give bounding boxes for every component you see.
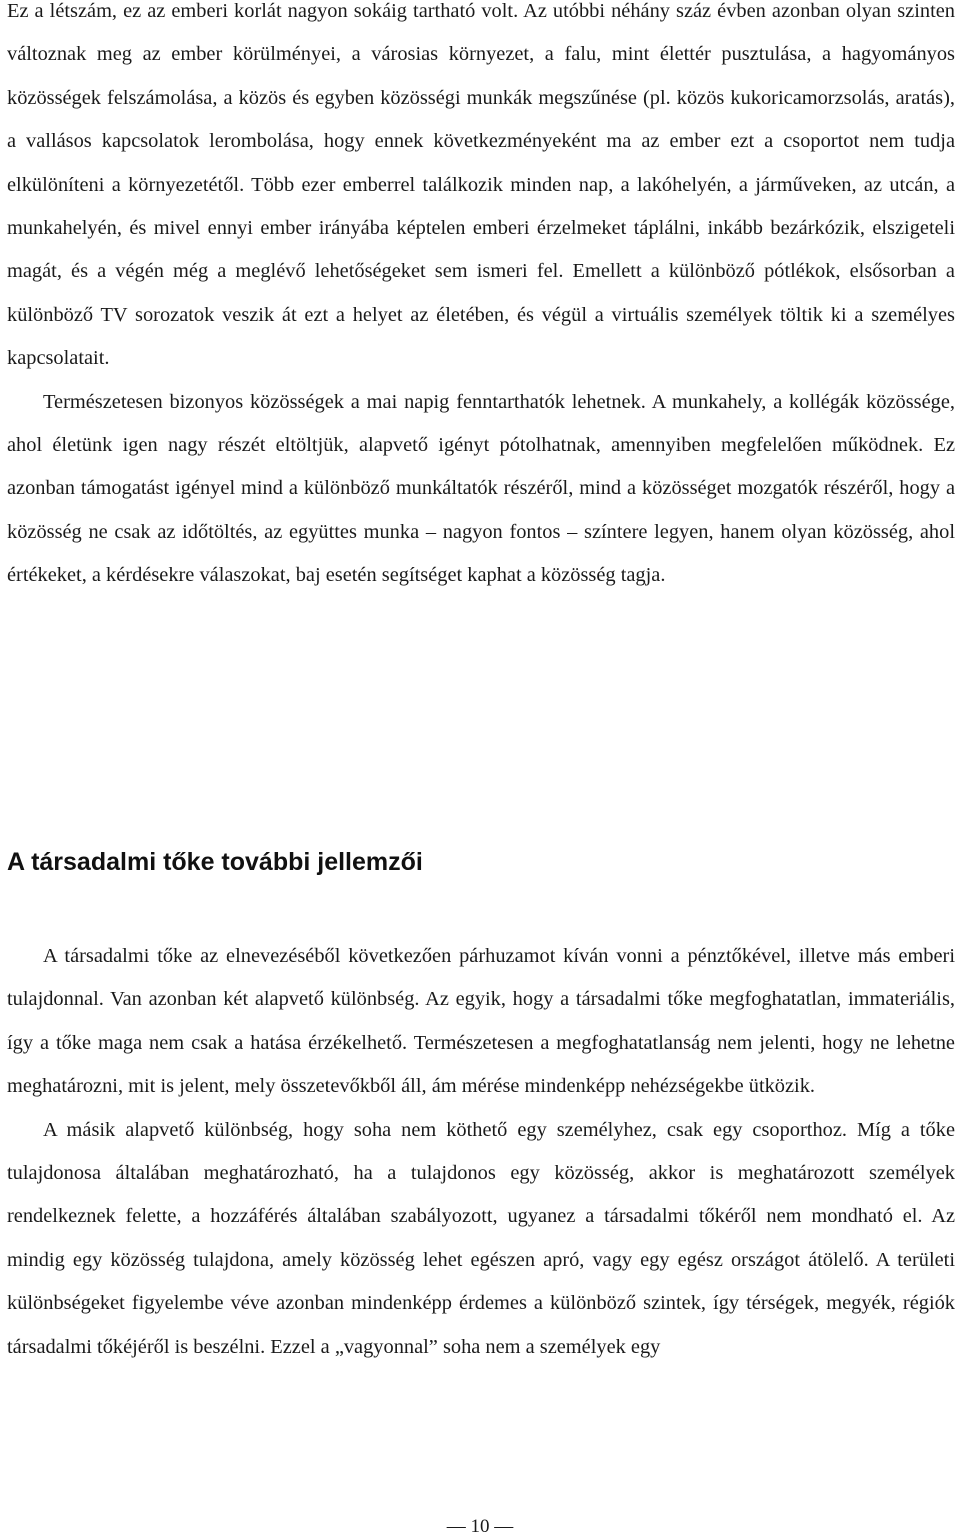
paragraph: A társadalmi tőke az elnevezéséből következően párhuzamot kíván vonni a pénztőkével, illetve más emberi tulajdonnal. Van azonban két alapvető különbség. Az egyik, hogy a társadalmi tőke megfoghatatlan, immateriális, így a tőke maga nem csak a hatása érzékelhető. Természetesen a megfoghatatlanság nem jelenti, hogy ne lehetne meghatározni, mit is jelent, mely összetevőkből áll, ám mérése mindenképp nehézségekbe ütközik. [7, 945, 955, 1098]
body-text-section-1 [7, 0, 955, 598]
body-text-section-2 [7, 935, 955, 1369]
section-heading: A társadalmi tőke további jellemzői [7, 848, 423, 876]
paragraph: Természetesen bizonyos közösségek a mai napig fenntarthatók lehetnek. A munkahely, a kollégák közössége, ahol életünk igen nagy részét eltöltjük, alapvető igényt pótolhatnak, amennyiben megfelelően működnek. Ez azonban támogatást igényel mind a különböző munkáltatók részéről, mind a közösséget mozgatók részéről, hogy a közösség ne csak az időtöltés, az együttes munka – nagyon fontos – színtere legyen, hanem olyan közösség, ahol értékeket, a kérdésekre válaszokat, baj esetén segítséget kaphat a közösség tagja. [7, 390, 955, 587]
paragraph: A másik alapvető különbség, hogy soha nem köthető egy személyhez, csak egy csoporthoz. Míg a tőke tulajdonosa általában meghatározható, ha a tulajdonos egy közösség, akkor is meghatározott személyek rendelkeznek felette, a hozzáférés általában szabályozott, ugyanez a társadalmi tőkéről nem mondható el. Az mindig egy közösség tulajdona, amely közösség lehet egészen apró, vagy egy egész országot átölelő. A területi különbségeket figyelembe véve azonban mindenképp érdemes a különböző szintek, így térségek, megyék, régiók társadalmi tőkéjéről is beszélni. Ezzel a „vagyonnal” soha nem a személyek egy [7, 1118, 955, 1358]
page-number: — 10 — [446, 1516, 514, 1537]
paragraph: Ez a létszám, ez az emberi korlát nagyon sokáig tartható volt. Az utóbbi néhány száz évben azonban olyan szinten változnak meg az ember körülményei, a városias környezet, a falu, mint élettér pusztulása, a hagyományos közösségek felszámolása, a közös és egyben közösségi munkák megszűnése (pl. közös kukoricamorzsolás, aratás), a vallásos kapcsolatok lerombolása, hogy ennek következményeként ma az ember ezt a csoportot nem tudja elkülöníteni a környezetétől. Több ezer emberrel találkozik minden nap, a lakóhelyén, a járműveken, az utcán, a munkahelyén, és mivel ennyi ember irányába képtelen emberi érzelmeket táplálni, inkább bezárkózik, elszigeteli magát, és a végén még a meglévő lehetőségeket sem ismeri fel. Emellett a különböző pótlékok, elsősorban a különböző TV sorozatok veszik át ezt a helyet az életében, és végül a virtuális személyek töltik ki a személyes kapcsolatait. [7, 0, 955, 370]
